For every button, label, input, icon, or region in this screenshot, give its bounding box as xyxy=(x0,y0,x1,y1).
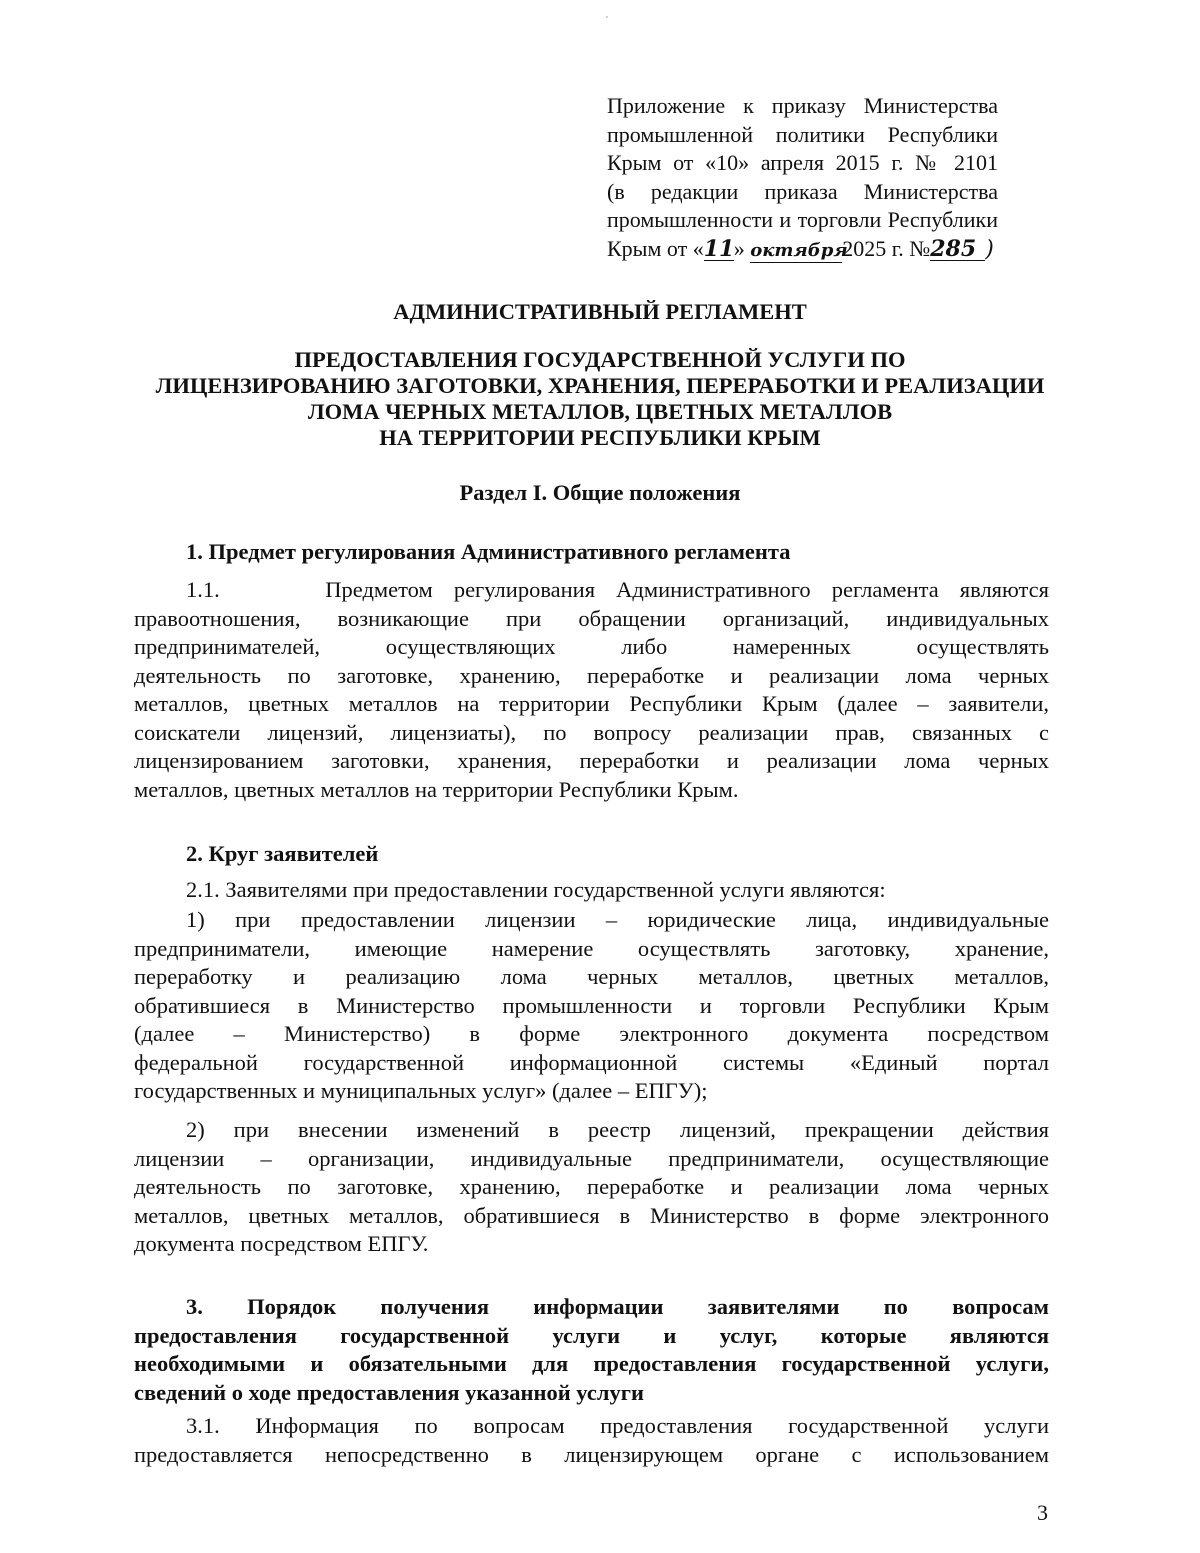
heading-line: сведений о ходе предоставления указанной услуги xyxy=(134,1379,644,1405)
document-title: АДМИНИСТРАТИВНЫЙ РЕГЛАМЕНТ xyxy=(393,299,807,324)
text-line: металлов, цветных металлов на территории Республики Крым. xyxy=(134,776,739,802)
text-line: предпринимателей, осуществляющих либо намеренных осуществлять xyxy=(134,634,1049,659)
annex-line: промышленности и торговли Республики xyxy=(607,207,998,232)
text-line: деятельность по заготовке, хранению, переработке и реализации лома черных xyxy=(134,662,1049,688)
handwritten-number: 285 xyxy=(930,238,985,261)
text-line: предоставляется непосредственно в лицензирующем органе с использованием xyxy=(134,1441,1049,1467)
annex-header xyxy=(607,92,998,264)
annex-line: Приложение к приказу Министерства xyxy=(607,93,998,118)
annex-close-bracket: ) xyxy=(985,236,994,262)
annex-date-prefix: Крым от « xyxy=(607,235,704,261)
text-line: металлов, цветных металлов, обратившиеся в Министерство в форме электронного xyxy=(134,1202,1049,1228)
text-line: деятельность по заготовке, хранению, переработке и реализации лома черных xyxy=(134,1174,1049,1199)
annex-line: промышленной политики Республики xyxy=(607,121,998,147)
text-line: соискатели лицензий, лицензиаты), по вопросу реализации прав, связанных с xyxy=(134,719,1049,745)
heading-line: предоставления государственной услуги и услуг, которые являются xyxy=(134,1322,1049,1348)
text-line: (далее – Министерство) в форме электронного документа посредством xyxy=(134,1021,1049,1046)
heading-1: 1. Предмет регулирования Административного регламента xyxy=(186,539,791,564)
handwritten-month: октября xyxy=(750,239,848,261)
text-line: 2.1. Заявителями при предоставлении государственной услуги являются: xyxy=(186,877,886,902)
text-line: обратившиеся в Министерство промышленности и торговли Республики Крым xyxy=(134,992,1049,1018)
subtitle-line: ПРЕДОСТАВЛЕНИЯ ГОСУДАРСТВЕННОЙ УСЛУГИ ПО xyxy=(294,347,906,372)
annex-date-line xyxy=(607,235,998,265)
text-line: федеральной государственной информационной системы «Единый портал xyxy=(134,1049,1049,1075)
page-number: 3 xyxy=(1037,1500,1048,1525)
text-line: 3.1. Информация по вопросам предоставления государственной услуги xyxy=(186,1413,1049,1438)
annex-date-mid: » xyxy=(733,235,745,261)
paragraph-2-item-2 xyxy=(134,1116,1049,1259)
text-line: предприниматели, имеющие намерение осуществлять заготовку, хранение, xyxy=(134,935,1049,961)
heading-3 xyxy=(134,1293,1049,1407)
handwritten-day: 11 xyxy=(703,235,735,262)
document-subtitle xyxy=(130,347,1070,451)
paragraph-2-item-1 xyxy=(134,906,1049,1106)
annex-line: (в редакции приказа Министерства xyxy=(607,178,998,204)
text-line: документа посредством ЕПГУ. xyxy=(134,1231,429,1256)
annex-line: Крым от «10» апреля 2015 г. № 2101 xyxy=(607,150,998,175)
annex-date-year: 2025 г. № xyxy=(842,235,931,261)
heading-2: 2. Круг заявителей xyxy=(186,841,379,866)
heading-line: необходимыми и обязательными для предоставления государственной услуги, xyxy=(134,1351,1049,1376)
text-line: 2) при внесении изменений в реестр лицензий, прекращении действия xyxy=(186,1117,1049,1142)
text-line: переработку и реализацию лома черных металлов, цветных металлов, xyxy=(134,964,1049,989)
text-line: лицензированием заготовки, хранения, переработки и реализации лома черных xyxy=(134,748,1049,773)
text-line: государственных и муниципальных услуг» (далее – ЕПГУ); xyxy=(134,1078,708,1103)
subtitle-line: ЛОМА ЧЕРНЫХ МЕТАЛЛОВ, ЦВЕТНЫХ МЕТАЛЛОВ xyxy=(307,399,893,424)
text-line: 1) при предоставлении лицензии – юридические лица, индивидуальные xyxy=(186,907,1049,932)
heading-line: 3. Порядок получения информации заявителями по вопросам xyxy=(186,1294,1049,1319)
paragraph-1-1 xyxy=(134,576,1049,804)
text-line: лицензии – организации, индивидуальные предприниматели, осуществляющие xyxy=(134,1145,1049,1171)
paragraph-2-1 xyxy=(134,876,1049,905)
section-title: Раздел I. Общие положения xyxy=(459,480,741,505)
paragraph-3-1 xyxy=(134,1412,1049,1469)
subtitle-line: НА ТЕРРИТОРИИ РЕСПУБЛИКИ КРЫМ xyxy=(379,425,821,450)
scan-speck xyxy=(606,16,608,18)
text-line: правоотношения, возникающие при обращении организаций, индивидуальных xyxy=(134,605,1049,631)
text-line: металлов, цветных металлов на территории Республики Крым (далее – заявители, xyxy=(134,691,1049,716)
subtitle-line: ЛИЦЕНЗИРОВАНИЮ ЗАГОТОВКИ, ХРАНЕНИЯ, ПЕРЕРАБОТКИ И РЕАЛИЗАЦИИ xyxy=(155,373,1045,398)
text-line: 1.1. Предметом регулирования Административного регламента являются xyxy=(186,577,1049,602)
